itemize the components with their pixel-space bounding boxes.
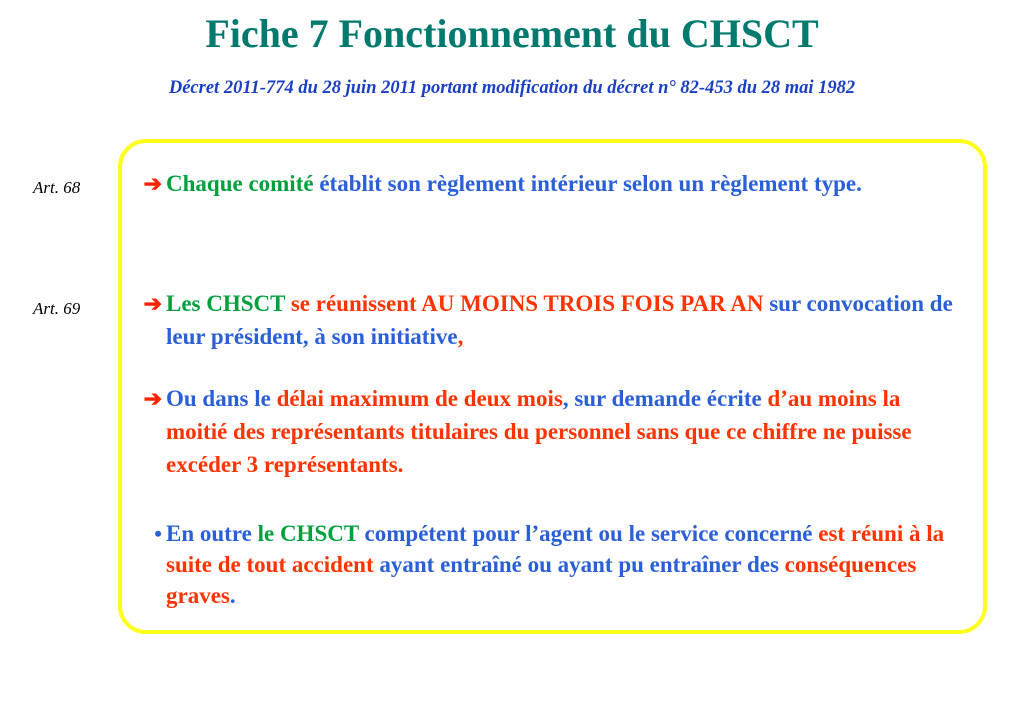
text-segment: le CHSCT	[257, 521, 359, 546]
right-arrow-icon: ➔	[143, 291, 162, 316]
text-segment: Ou dans le	[166, 386, 277, 411]
text-segment: d’au moins la moitié des représentants titulaires du personnel sans que ce chiffre ne puisse excéder 3 représentants.	[166, 386, 912, 477]
text-segment: ayant entraîné ou ayant pu entraîner des	[373, 552, 785, 577]
text-segment: établit son règlement intérieur selon un règlement type.	[313, 171, 862, 196]
text-segment: se réunissent AU MOINS TROIS FOIS PAR AN	[285, 291, 764, 316]
paragraph-reglement-interieur	[143, 167, 886, 200]
paragraph-reunions	[143, 287, 956, 353]
text-segment: .	[229, 583, 236, 608]
text-segment: Les CHSCT	[166, 291, 286, 316]
right-arrow-icon: ➔	[143, 171, 162, 196]
text-segment: conséquences graves	[166, 552, 917, 608]
decree-subtitle: Décret 2011-774 du 28 juin 2011 portant modification du décret n° 82-453 du 28 mai 1982	[168, 78, 856, 98]
text-segment: ,	[457, 324, 464, 349]
page-title: Fiche 7 Fonctionnement du CHSCT	[205, 11, 819, 56]
text-segment: sur convocation de leur président, à son initiative	[166, 291, 953, 349]
text-segment: Chaque comité	[166, 171, 314, 196]
text-segment: compétent pour l’agent ou le service concerné	[358, 521, 819, 546]
paragraph-delai-maximum	[143, 382, 956, 481]
right-arrow-icon: ➔	[143, 386, 162, 411]
article-69-label: Art. 69	[33, 299, 81, 318]
text-segment: délai maximum de deux mois	[276, 386, 563, 411]
text-segment: En outre	[166, 521, 258, 546]
text-segment: est réuni à la suite de tout accident	[166, 521, 945, 577]
text-segment: , sur demande écrite	[562, 386, 768, 411]
paragraph-accident	[154, 518, 966, 611]
article-68-label: Art. 68	[33, 178, 81, 197]
bullet-icon: •	[154, 521, 162, 546]
